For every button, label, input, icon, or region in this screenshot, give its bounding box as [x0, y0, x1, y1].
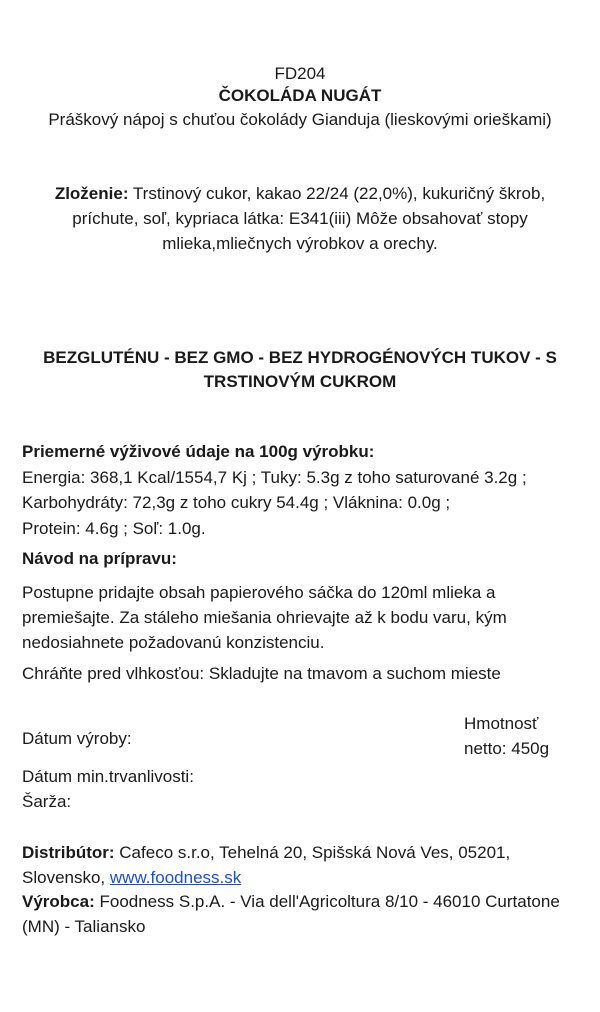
claims-line-2: TRSTINOVÝM CUKROM — [203, 372, 397, 391]
claims-line-1: BEZGLUTÉNU - BEZ GMO - BEZ HYDROGÉNOVÝCH TUKOV - S — [43, 348, 557, 367]
nutrition-line-3: Protein: 4.6g ; Soľ: 1.0g. — [22, 519, 206, 538]
distributor-label: Distribútor: — [22, 843, 115, 862]
ingredients-line-3: mlieka,mliečnych výrobkov a orechy. — [162, 234, 438, 253]
preparation-heading: Návod na prípravu: — [22, 549, 177, 568]
preparation-line-2: premiešajte. Za stáleho miešania ohrievajte až k bodu varu, kým — [22, 608, 507, 627]
manufacturer-line-2: (MN) - Taliansko — [22, 917, 146, 936]
ingredients-line-1 — [0, 182, 600, 206]
manufacturer-label: Výrobca: — [22, 892, 95, 911]
distributor-website-link[interactable]: www.foodness.sk — [109, 868, 242, 887]
distributor-country: Slovensko, — [22, 868, 106, 887]
ingredients-line-2: príchute, soľ, kypriaca látka: E341(iii) Môže obsahovať stopy — [72, 209, 528, 228]
preparation-line-3: nedosiahnete požadovanú konzistenciu. — [22, 633, 325, 652]
manufacturer-address: Foodness S.p.A. - Via dell'Agricoltura 8/10 - 46010 Curtatone — [99, 892, 560, 911]
distributor-line-1 — [22, 841, 510, 865]
expiry-date-label: Dátum min.trvanlivosti: — [22, 767, 194, 786]
product-code: FD204 — [274, 64, 326, 83]
distributor-line-2 — [22, 866, 241, 890]
manufacturer-line-1 — [22, 890, 560, 914]
production-date-label: Dátum výroby: — [22, 729, 132, 748]
nutrition-line-1: Energia: 368,1 Kcal/1554,7 Kj ; Tuky: 5.3g z toho saturované 3.2g ; — [22, 468, 527, 487]
product-title: ČOKOLÁDA NUGÁT — [218, 86, 382, 105]
preparation-line-1: Postupne pridajte obsah papierového sáčka do 120ml mlieka a — [22, 583, 496, 602]
weight-label: Hmotnosť — [464, 714, 539, 733]
ingredients-text-1: Trstinový cukor, kakao 22/24 (22,0%), kukuričný škrob, — [132, 184, 546, 203]
nutrition-heading: Priemerné výživové údaje na 100g výrobku: — [22, 442, 375, 461]
product-subtitle: Práškový nápoj s chuťou čokolády Gianduja (lieskovými orieškami) — [48, 110, 552, 129]
ingredients-label: Zloženie: — [54, 184, 129, 203]
distributor-address: Cafeco s.r.o, Tehelná 20, Spišská Nová Ves, 05201, — [119, 843, 511, 862]
nutrition-line-2: Karbohydráty: 72,3g z toho cukry 54.4g ; Vláknina: 0.0g ; — [22, 493, 451, 512]
storage-instructions: Chráňte pred vlhkosťou: Skladujte na tmavom a suchom mieste — [22, 664, 501, 683]
weight-value: netto: 450g — [464, 739, 550, 758]
batch-label: Šarža: — [22, 792, 72, 811]
